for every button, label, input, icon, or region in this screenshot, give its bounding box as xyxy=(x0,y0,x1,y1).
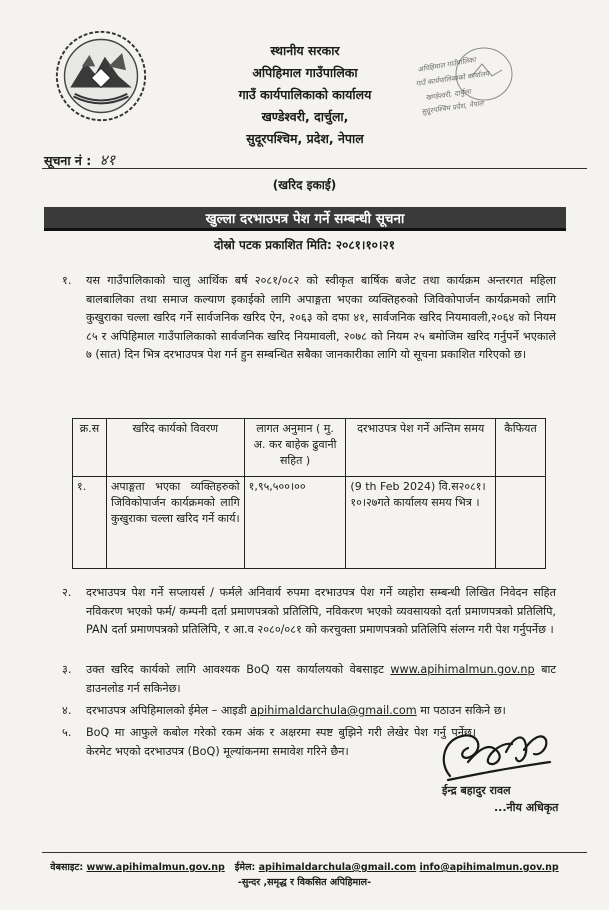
paragraph-text-before: उक्त खरिद कार्यको लागि आवश्यक BoQ यस कार्यालयको वेबसाइट xyxy=(86,663,391,676)
footer-email-link-2[interactable]: info@apihimalmun.gov.np xyxy=(419,862,559,873)
notice-number xyxy=(44,150,115,170)
col-remarks-header: कैफियत xyxy=(496,419,546,477)
paragraph-number: ५. xyxy=(62,726,72,739)
footer xyxy=(0,860,609,890)
footer-website-link[interactable]: www.apihimalmun.gov.np xyxy=(86,862,225,873)
office-line-4: खण्डेश्वरी, दार्चुला, xyxy=(261,109,349,124)
notice-title-banner: खुल्ला दरभाउपत्र पेश गर्ने सम्बन्धी सूचना xyxy=(44,207,566,231)
signatory-title: ...नीय अधिकृत xyxy=(494,801,559,814)
website-link[interactable]: www.apihimalmun.gov.np xyxy=(390,663,535,676)
paragraph-text: BoQ मा आफुले कबोल गरेको रकम अंक र अक्षरमा स्पष्ट बुझिने गरी लेखेर पेश गर्नु पर्नेछ। केरमेट भएको दरभाउपत्र (BoQ) मूल्यांकनमा समावेश गरिने छैन। xyxy=(86,726,476,758)
svg-text:खण्डेश्वरी, दार्चुला: खण्डेश्वरी, दार्चुला xyxy=(425,87,472,102)
signatory-name: ईन्द्र बहादुर रावल xyxy=(442,784,511,797)
paragraph-text-after: बाट डाउनलोड गर्न सकिनेछ। xyxy=(86,663,557,695)
paragraph-3 xyxy=(62,661,557,698)
bid-table xyxy=(72,418,546,569)
office-line-3: गाउँ कार्यपालिकाको कार्यालय xyxy=(238,87,372,102)
footer-website-label: वेबसाइट: xyxy=(50,862,84,873)
office-address-block xyxy=(180,40,430,150)
notice-number-label: सूचना नं : xyxy=(44,153,92,168)
table-header-row xyxy=(73,419,546,477)
paragraph-number: १. xyxy=(62,274,72,287)
paragraph-text-after: मा पठाउन सकिने छ। xyxy=(416,704,506,717)
paragraph-text-before: दरभाउपत्र अपिहिमालको ईमेल – आइडी xyxy=(86,704,251,717)
published-date: दोस्रो पटक प्रकाशित मिति: २०८१।१०।२१ xyxy=(214,238,395,252)
col-description-header: खरिद कार्यको विवरण xyxy=(106,419,244,477)
paragraph-5 xyxy=(62,724,476,761)
email-link[interactable]: apihimaldarchula@gmail.com xyxy=(250,704,417,717)
paragraph-text: यस गाउँपालिकाको चालु आर्थिक बर्ष २०८१/०८२ को स्वीकृत बार्षिक बजेट तथा कार्यक्रम अन्तरगत महिला बालबालिका तथा समाज कल्याण इकाईको लागि अपाङ्गता भएका व्यक्तिहरुको जिविकोपार्जन कार्यक्रमको लागि कुखुराका चल्ला खरिद गर्ने सार्वजनिक खरिद ऐन, २०६३ को दफा ४१, सार्वजनिक खरिद नियमावली,२०६४ को नियम ८५ र अपिहिमाल गाउँपालिकाको सार्वजनिक खरिद नियमावली, २०७८ को नियम २५ बमोजिम खरिद गर्नुपर्ने भएकाले ७ (सात) दिन भित्र दरभाउपत्र पेश गर्न हुन सम्बन्धित सबैका जानकारीका लागि यो सूचना प्रकाशित गरिएको छ। xyxy=(86,274,556,361)
cell-description: अपाङ्गता भएका व्यक्तिहरुको जिविकोपार्जन कार्यक्रमको लागि कुखुराका चल्ला खरिद गर्ने कार्य। xyxy=(106,477,244,569)
nepal-emblem-icon xyxy=(52,28,150,124)
signatory xyxy=(442,782,558,816)
col-deadline-header: दरभाउपत्र पेश गर्ने अन्तिम समय xyxy=(346,419,496,477)
paragraph-2 xyxy=(62,584,556,640)
paragraph-text: दरभाउपत्र पेश गर्ने सप्लायर्स / फर्मले अनिवार्य रुपमा दरभाउपत्र पेश गर्ने व्यहोरा सम्बन्धी लिखित निवेदन सहित नविकरण भएको फर्म/ कम्पनी दर्ता प्रमाणपत्रको प्रतिलिपि, नविकरण भएको व्यवसायको दर्ता प्रमाणपत्रको प्रतिलिपि, PAN दर्ता प्रमाणपत्रको प्रतिलिपि, र आ.व २०८०/०८१ को करचुक्ता प्रमाणपत्रको प्रतिलिपि संलग्न गरी पेश गर्नुपर्नेछ । xyxy=(86,586,556,636)
office-line-2: अपिहिमाल गाउँपालिका xyxy=(252,65,358,80)
svg-text:अपिहिमाल गाउँपालिका: अपिहिमाल गाउँपालिका xyxy=(416,55,477,74)
svg-text:सुदूरपश्चिम प्रदेश, नेपाल: सुदूरपश्चिम प्रदेश, नेपाल xyxy=(421,99,484,116)
paragraph-4 xyxy=(62,702,556,721)
footer-slogan: -सुन्दर ,समृद्ध र विकसित अपिहिमाल- xyxy=(237,877,372,888)
paragraph-number: ४. xyxy=(62,704,72,717)
cell-cost: १,९५,५००।०० xyxy=(244,477,346,569)
cell-remarks xyxy=(496,477,546,569)
office-line-1: स्थानीय सरकार xyxy=(270,43,340,58)
notice-number-value: ४१ xyxy=(99,151,116,169)
header-divider xyxy=(42,168,587,169)
table-row xyxy=(73,477,546,569)
paragraph-number: ३. xyxy=(62,663,72,676)
office-line-5: सुदूरपश्चिम, प्रदेश, नेपाल xyxy=(246,131,364,146)
paragraph-1 xyxy=(62,272,556,365)
col-sn-header: क्र.स xyxy=(73,419,107,477)
footer-email-label: ईमेल: xyxy=(234,862,256,873)
unit-label: (खरिद इकाई) xyxy=(272,178,337,192)
footer-divider xyxy=(42,852,587,853)
paragraph-number: २. xyxy=(62,586,72,599)
office-stamp xyxy=(412,42,517,122)
svg-text:गाउँ कार्यपालिकाको कार्यालय: गाउँ कार्यपालिकाको कार्यालय xyxy=(415,69,490,88)
cell-sn: १. xyxy=(73,477,107,569)
cell-deadline: (9 th Feb 2024) वि.स२०८१।१०।२७गते कार्यालय समय भित्र । xyxy=(346,477,496,569)
footer-email-link-1[interactable]: apihimaldarchula@gmail.com xyxy=(258,862,417,873)
col-cost-header: लागत अनुमान ( मु. अ. कर बाहेक ढुवानी सहित ) xyxy=(244,419,346,477)
